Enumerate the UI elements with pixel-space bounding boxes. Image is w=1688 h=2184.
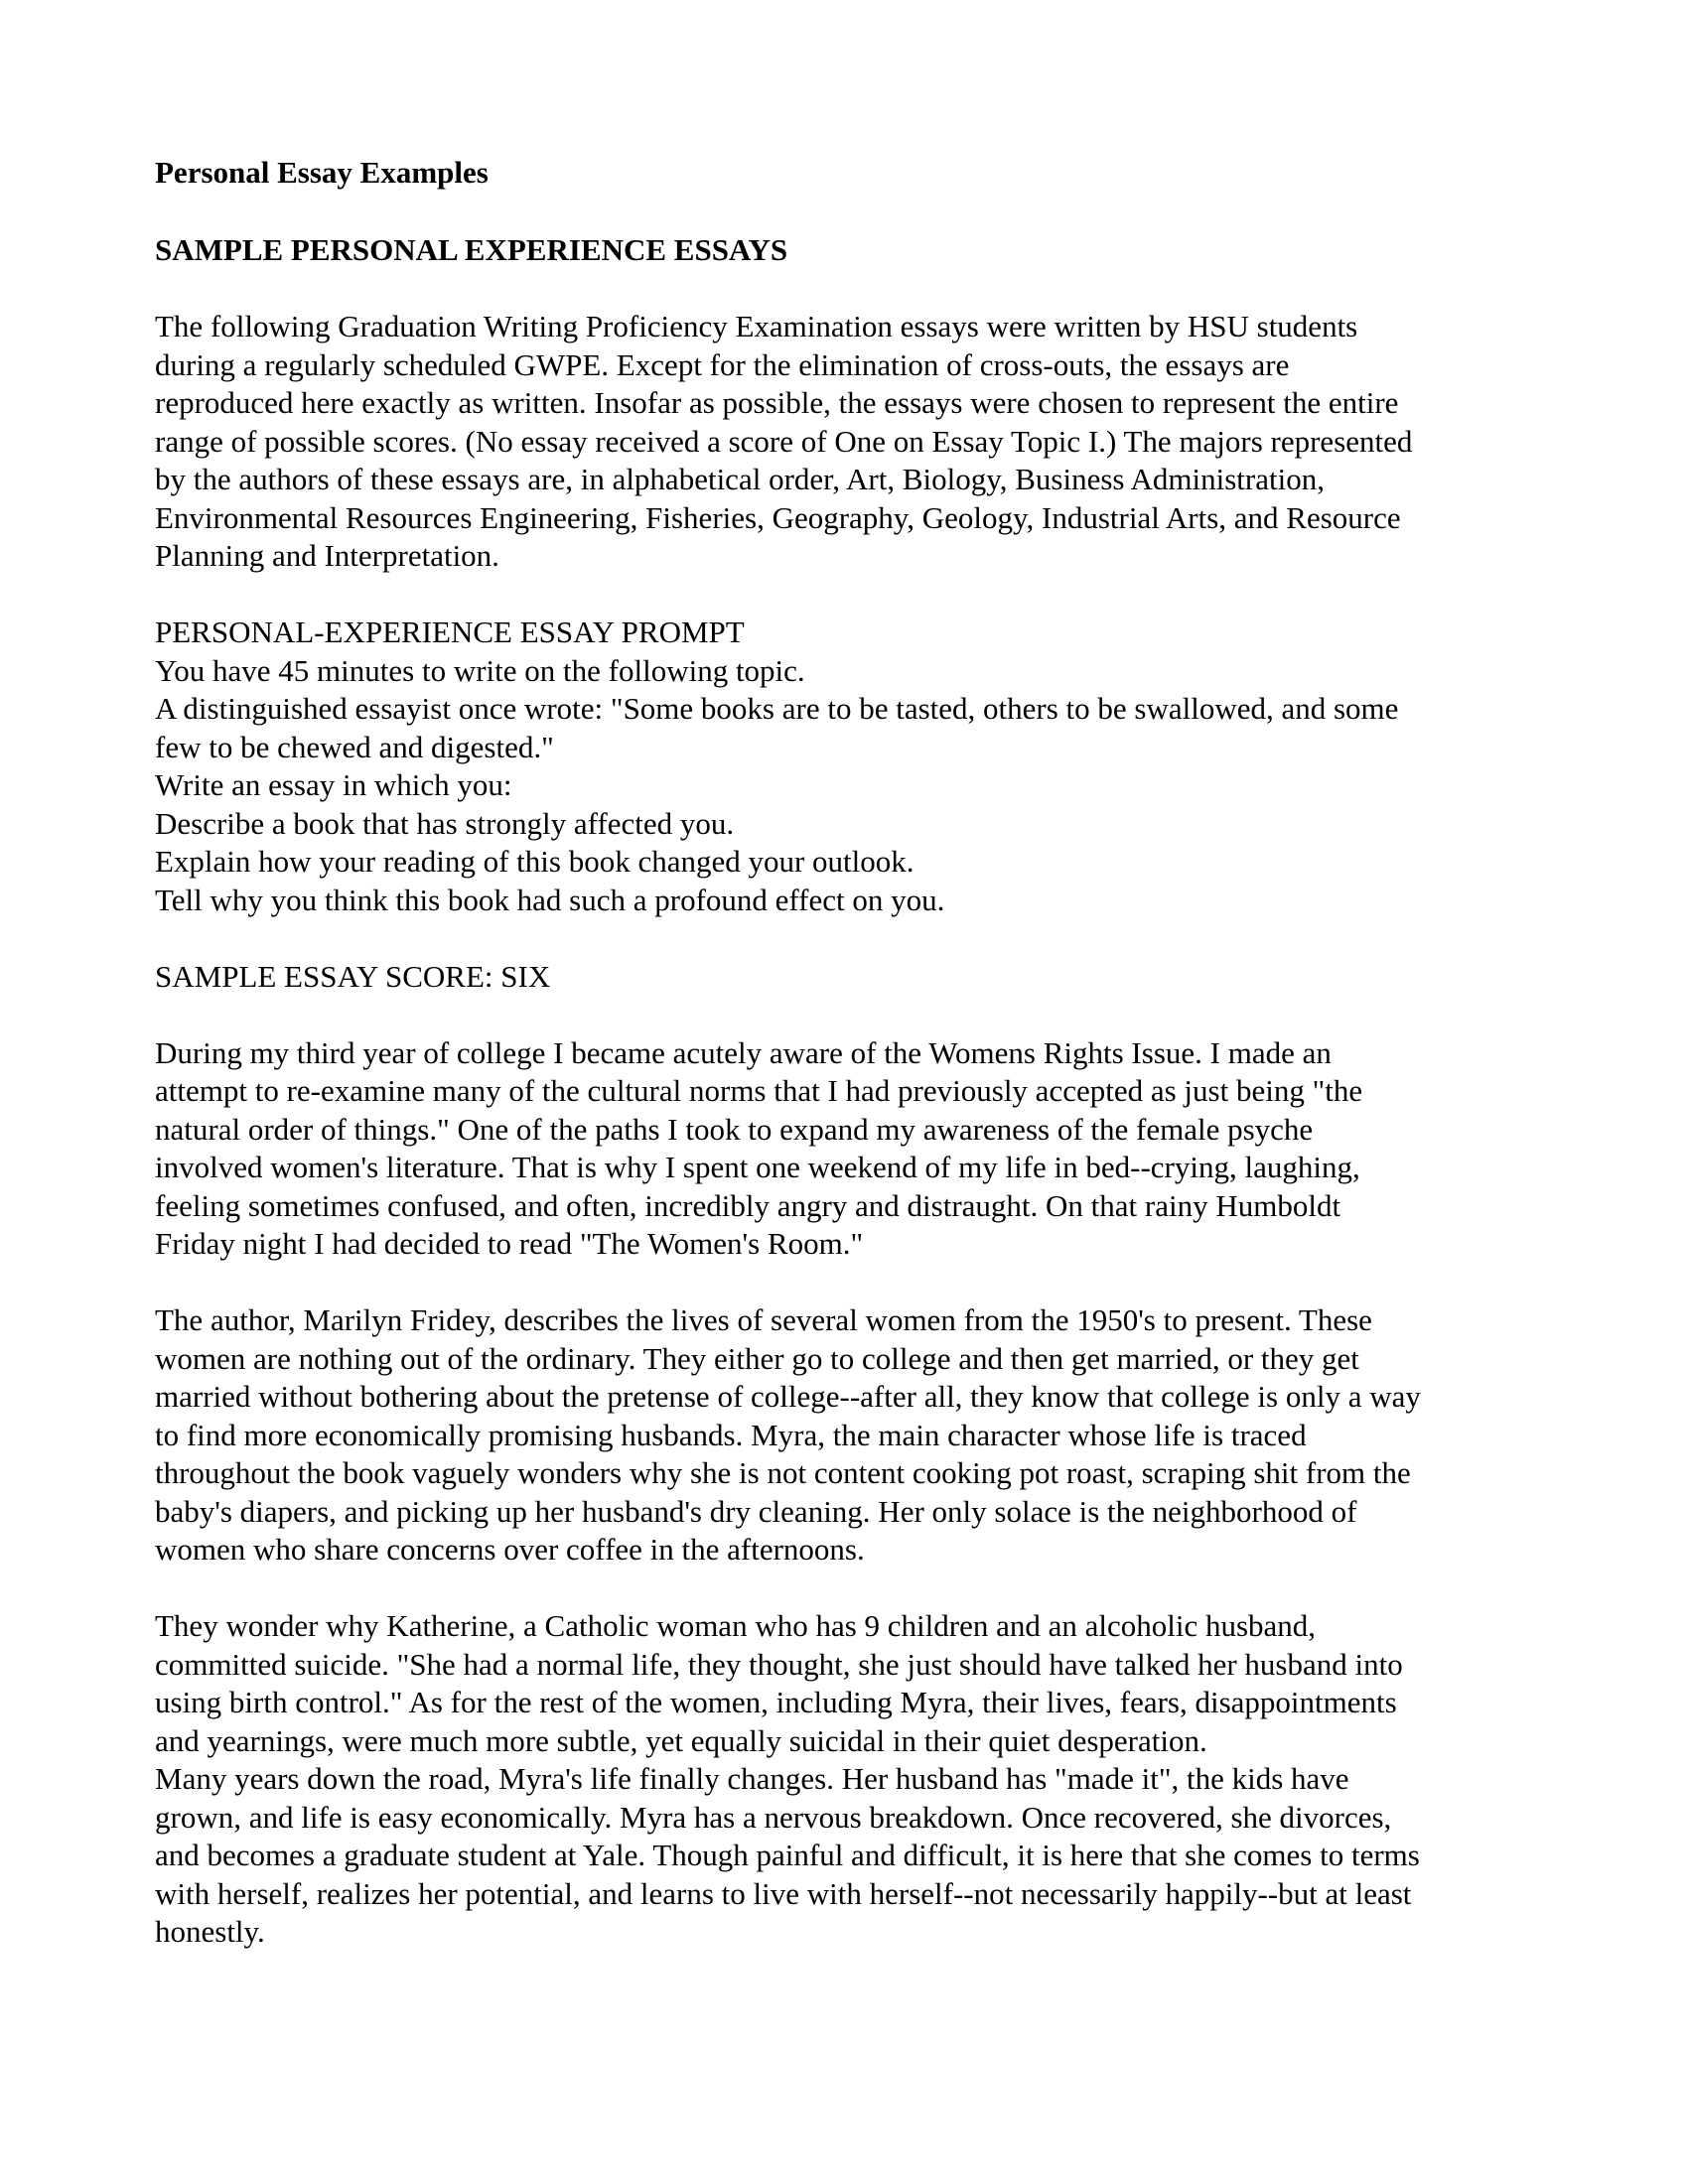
essay-line: honestly.: [155, 1914, 265, 1949]
intro-line: reproduced here exactly as written. Insofar as possible, the essays were chosen to represent the entire: [155, 385, 1399, 420]
essay-line: natural order of things." One of the paths I took to expand my awareness of the female psyche: [155, 1111, 1314, 1147]
essay-line: Friday night I had decided to read "The Women's Room.": [155, 1226, 864, 1261]
essay-line: women who share concerns over coffee in the afternoons.: [155, 1532, 865, 1567]
essay-score-line: SAMPLE ESSAY SCORE: SIX: [155, 958, 551, 994]
prompt-line: You have 45 minutes to write on the following topic.: [155, 652, 805, 688]
essay-line: They wonder why Katherine, a Catholic woman who has 9 children and an alcoholic husband,: [155, 1608, 1317, 1643]
prompt-heading: PERSONAL-EXPERIENCE ESSAY PROMPT: [155, 614, 745, 649]
prompt-line: Write an essay in which you:: [155, 767, 512, 802]
essay-line: The author, Marilyn Fridey, describes the lives of several women from the 1950's to present. These: [155, 1302, 1372, 1337]
essay-line: married without bothering about the pretense of college--after all, they know that college is only a way: [155, 1379, 1421, 1414]
essay-line: using birth control." As for the rest of the women, including Myra, their lives, fears, disappointments: [155, 1685, 1397, 1719]
paragraph-gap: [155, 576, 1545, 614]
intro-line: Environmental Resources Engineering, Fisheries, Geography, Geology, Industrial Arts, and Resource: [155, 499, 1401, 535]
essay-line: with herself, realizes her potential, and learns to live with herself--not necessarily happily--but at least: [155, 1875, 1412, 1911]
document-title: Personal Essay Examples: [155, 155, 489, 190]
essay-line: and becomes a graduate student at Yale. Though painful and difficult, it is here that she comes to terms: [155, 1838, 1420, 1872]
essay-line: committed suicide. "She had a normal life, they thought, she just should have talked her husband into: [155, 1646, 1403, 1682]
intro-line: by the authors of these essays are, in alphabetical order, Art, Biology, Business Administration,: [155, 462, 1325, 496]
essay-line: involved women's literature. That is why I spent one weekend of my life in bed--crying, laughing,: [155, 1150, 1360, 1184]
intro-line: Planning and Interpretation.: [155, 538, 499, 573]
essay-line: During my third year of college I became acutely aware of the Womens Rights Issue. I made an: [155, 1034, 1332, 1070]
prompt-line: Describe a book that has strongly affected you.: [155, 805, 735, 841]
essay-line: throughout the book vaguely wonders why she is not content cooking pot roast, scraping shit from the: [155, 1455, 1411, 1490]
paragraph-gap: [155, 919, 1545, 958]
essay-line: grown, and life is easy economically. Myra has a nervous breakdown. Once recovered, she divorces,: [155, 1799, 1392, 1835]
paragraph-gap: [155, 1264, 1545, 1302]
paragraph-gap: [155, 996, 1545, 1034]
essay-line: to find more economically promising husbands. Myra, the main character whose life is traced: [155, 1417, 1307, 1452]
intro-line: during a regularly scheduled GWPE. Except for the elimination of cross-outs, the essays are: [155, 346, 1290, 382]
prompt-line: Explain how your reading of this book changed your outlook.: [155, 844, 914, 879]
essay-line: baby's diapers, and picking up her husband's dry cleaning. Her only solace is the neighborhood of: [155, 1493, 1357, 1529]
intro-line: range of possible scores. (No essay received a score of One on Essay Topic I.) The majors represented: [155, 423, 1413, 459]
intro-line: The following Graduation Writing Proficiency Examination essays were written by HSU students: [155, 309, 1358, 343]
essay-paragraph-3: [155, 1607, 1545, 1952]
essay-line: feeling sometimes confused, and often, incredibly angry and distraught. On that rainy Humboldt: [155, 1187, 1341, 1223]
intro-paragraph: [155, 308, 1545, 576]
document-body: [155, 154, 1545, 1952]
prompt-line: A distinguished essayist once wrote: "Some books are to be tasted, others to be swallowed, and some: [155, 691, 1399, 726]
prompt-block: [155, 614, 1545, 919]
essay-paragraph-2: [155, 1301, 1545, 1570]
essay-paragraph-1: [155, 1034, 1545, 1264]
prompt-line: Tell why you think this book had such a profound effect on you.: [155, 882, 945, 917]
prompt-line: few to be chewed and digested.": [155, 729, 554, 764]
essay-line: and yearnings, were much more subtle, yet equally suicidal in their quiet desperation.: [155, 1722, 1207, 1758]
essay-line: Many years down the road, Myra's life finally changes. Her husband has "made it", the kids have: [155, 1761, 1349, 1796]
essay-line: women are nothing out of the ordinary. They either go to college and then get married, or they get: [155, 1340, 1359, 1376]
essay-line: attempt to re-examine many of the cultural norms that I had previously accepted as just being "the: [155, 1073, 1363, 1108]
paragraph-gap: [155, 1570, 1545, 1608]
section-heading: SAMPLE PERSONAL EXPERIENCE ESSAYS: [155, 231, 788, 267]
